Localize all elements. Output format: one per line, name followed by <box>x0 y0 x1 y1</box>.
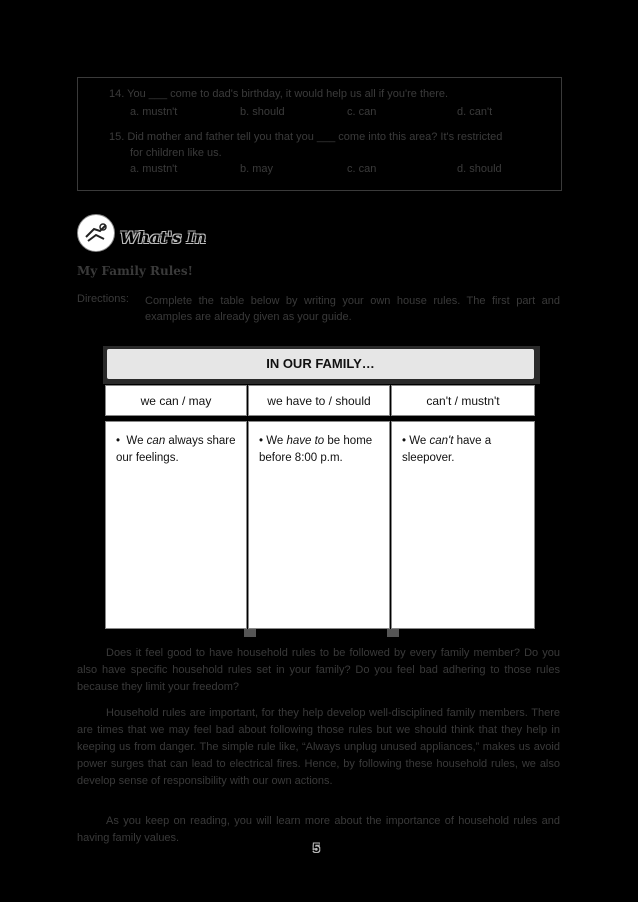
column-body-can-may <box>105 421 247 629</box>
example-rule-have-to: • We have to be home before 8:00 p.m. <box>259 435 373 464</box>
column-body-have-to-should <box>248 421 390 629</box>
question-15-option-c: c. can <box>347 163 377 175</box>
question-14-option-b: b. should <box>240 106 285 118</box>
question-15-text-line2: for children like us. <box>130 147 222 159</box>
question-box <box>77 77 562 191</box>
question-14-option-c: c. can <box>347 106 377 118</box>
column-header-cant-mustnt: can't / mustn't <box>391 385 535 416</box>
question-14-option-d: d. can't <box>457 106 493 118</box>
paragraph-3: As you keep on reading, you will learn more about the importance of household rules and having family values. <box>77 815 560 844</box>
example-rule-can: • We can always share our feelings. <box>116 435 236 464</box>
section-heading: What's In <box>120 228 206 247</box>
column-divider-tab <box>387 629 399 637</box>
table-title: IN OUR FAMILY… <box>107 349 534 379</box>
directions-label: Directions: <box>77 293 129 305</box>
question-15-option-b: b. may <box>240 163 274 175</box>
column-header-have-to-should: we have to / should <box>248 385 390 416</box>
paragraph-2: Household rules are important, for they help develop well-disciplined family members. There are times that we may feel bad about following those rules but we should think that they help in keeping us from danger. The simple rule like, “Always unplug unused appliances,” makes us avoid power surges that can lead to electrical fires. Hence, by following these household rules, we also develop sense of responsibility with our own actions. <box>77 707 560 787</box>
question-15-option-d: d. should <box>457 163 502 175</box>
section-title: My Family Rules! <box>77 264 193 278</box>
reading-hand-icon <box>77 214 115 252</box>
table-header-bar <box>103 346 540 384</box>
paragraph-1: Does it feel good to have household rules to be followed by every family member? Do you also have specific household rules set in your family? Do you feel bad adhering to those rules because they limit your freedom? <box>77 647 560 693</box>
question-14-text: 14. You ___ come to dad's birthday, it would help us all if you're there. <box>109 88 449 100</box>
question-14-option-a: a. mustn't <box>130 106 178 118</box>
directions-text: Complete the table below by writing your own house rules. The first part and examples are already given as your guide. <box>145 295 560 323</box>
column-body-cant-mustnt <box>391 421 535 629</box>
question-15-text-line1: 15. Did mother and father tell you that you ___ come into this area? It's restricted <box>109 131 503 143</box>
column-header-can-may: we can / may <box>105 385 247 416</box>
question-15-option-a: a. mustn't <box>130 163 178 175</box>
example-rule-cant: • We can't have a sleepover. <box>402 435 492 464</box>
page-number: 5 <box>313 841 320 855</box>
column-divider-tab <box>244 629 256 637</box>
